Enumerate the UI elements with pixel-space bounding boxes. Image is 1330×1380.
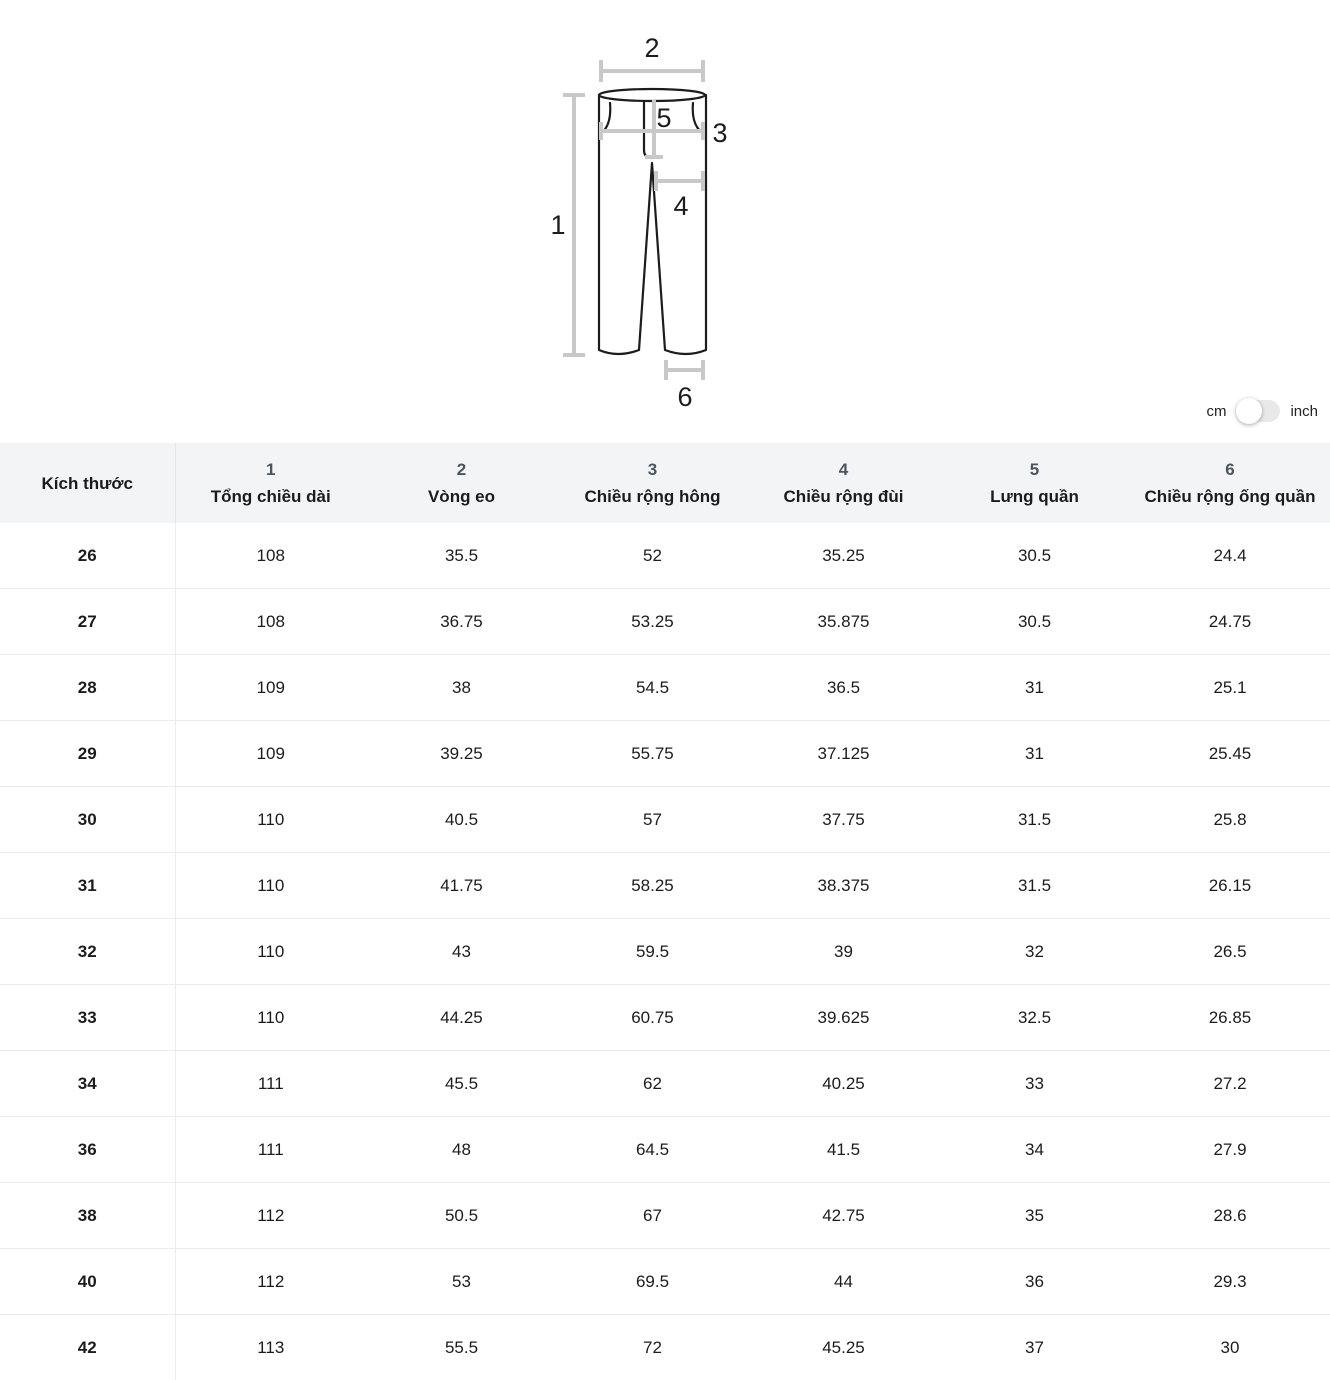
rise-cell: 30.5: [939, 523, 1130, 589]
total-length-cell: 110: [175, 787, 366, 853]
waist-cell: 43: [366, 919, 557, 985]
unit-inch-label[interactable]: inch: [1290, 403, 1318, 420]
header-waist: [366, 443, 557, 523]
leg-opening-cell: 29.3: [1130, 1249, 1330, 1315]
hip-width-cell: 54.5: [557, 655, 748, 721]
size-cell: 30: [0, 787, 175, 853]
table-row: [0, 1183, 1330, 1249]
rise-cell: 30.5: [939, 589, 1130, 655]
hip-width-cell: 72: [557, 1315, 748, 1380]
rise-cell: 31.5: [939, 787, 1130, 853]
total-length-cell: 109: [175, 721, 366, 787]
rise-cell: 31: [939, 721, 1130, 787]
hip-width-cell: 64.5: [557, 1117, 748, 1183]
header-label: Lưng quần: [990, 487, 1079, 506]
total-length-cell: 112: [175, 1249, 366, 1315]
size-cell: 32: [0, 919, 175, 985]
leg-opening-cell: 28.6: [1130, 1183, 1330, 1249]
leg-opening-cell: 26.5: [1130, 919, 1330, 985]
thigh-width-cell: 40.25: [748, 1051, 939, 1117]
table-row: [0, 523, 1330, 589]
leg-opening-cell: 27.2: [1130, 1051, 1330, 1117]
size-cell: 26: [0, 523, 175, 589]
total-length-cell: 113: [175, 1315, 366, 1380]
leg-opening-cell: 25.1: [1130, 655, 1330, 721]
total-length-cell: 110: [175, 985, 366, 1051]
header-label: Chiều rộng ống quần: [1145, 487, 1316, 506]
unit-switch-knob[interactable]: [1236, 398, 1262, 424]
thigh-width-cell: 35.25: [748, 523, 939, 589]
thigh-width-cell: 39: [748, 919, 939, 985]
unit-toggle: [1206, 400, 1318, 422]
header-index: 6: [1136, 456, 1324, 483]
leg-opening-cell: 26.15: [1130, 853, 1330, 919]
total-length-cell: 110: [175, 919, 366, 985]
thigh-width-cell: 39.625: [748, 985, 939, 1051]
thigh-width-cell: 35.875: [748, 589, 939, 655]
total-length-cell: 112: [175, 1183, 366, 1249]
table-row: [0, 1051, 1330, 1117]
header-hip-width: [557, 443, 748, 523]
header-total-length: [175, 443, 366, 523]
header-leg-opening: [1130, 443, 1330, 523]
size-cell: 28: [0, 655, 175, 721]
waist-cell: 48: [366, 1117, 557, 1183]
leg-opening-cell: 25.8: [1130, 787, 1330, 853]
waist-cell: 53: [366, 1249, 557, 1315]
hip-width-cell: 53.25: [557, 589, 748, 655]
rise-cell: 31: [939, 655, 1130, 721]
leg-opening-cell: 26.85: [1130, 985, 1330, 1051]
size-cell: 29: [0, 721, 175, 787]
rise-cell: 33: [939, 1051, 1130, 1117]
size-cell: 42: [0, 1315, 175, 1380]
waist-cell: 40.5: [366, 787, 557, 853]
dimension-label-6: 6: [677, 382, 692, 412]
rise-cell: 37: [939, 1315, 1130, 1380]
header-label: Chiều rộng hông: [585, 487, 721, 506]
dimension-label-2: 2: [644, 33, 659, 63]
dimension-label-4: 4: [673, 191, 688, 221]
table-row: [0, 787, 1330, 853]
header-index: 1: [182, 456, 361, 483]
table-row: [0, 589, 1330, 655]
rise-cell: 36: [939, 1249, 1130, 1315]
rise-cell: 31.5: [939, 853, 1130, 919]
waist-cell: 45.5: [366, 1051, 557, 1117]
header-label: Tổng chiều dài: [211, 487, 331, 506]
header-index: 3: [563, 456, 742, 483]
leg-opening-cell: 24.4: [1130, 523, 1330, 589]
hip-width-cell: 69.5: [557, 1249, 748, 1315]
table-row: [0, 721, 1330, 787]
waist-cell: 38: [366, 655, 557, 721]
size-cell: 40: [0, 1249, 175, 1315]
thigh-width-cell: 45.25: [748, 1315, 939, 1380]
table-row: [0, 1117, 1330, 1183]
waist-cell: 39.25: [366, 721, 557, 787]
size-cell: 36: [0, 1117, 175, 1183]
hip-width-cell: 55.75: [557, 721, 748, 787]
hip-width-cell: 59.5: [557, 919, 748, 985]
waist-cell: 41.75: [366, 853, 557, 919]
total-length-cell: 109: [175, 655, 366, 721]
total-length-cell: 111: [175, 1117, 366, 1183]
size-cell: 31: [0, 853, 175, 919]
leg-opening-cell: 24.75: [1130, 589, 1330, 655]
hip-width-cell: 57: [557, 787, 748, 853]
thigh-width-cell: 37.75: [748, 787, 939, 853]
header-index: 2: [372, 456, 551, 483]
waist-cell: 44.25: [366, 985, 557, 1051]
header-rise: [939, 443, 1130, 523]
total-length-cell: 108: [175, 589, 366, 655]
table-row: [0, 985, 1330, 1051]
waist-cell: 50.5: [366, 1183, 557, 1249]
header-label: Vòng eo: [428, 487, 495, 506]
table-row: [0, 1249, 1330, 1315]
unit-switch[interactable]: [1236, 400, 1280, 422]
size-cell: 27: [0, 589, 175, 655]
size-cell: 34: [0, 1051, 175, 1117]
total-length-cell: 108: [175, 523, 366, 589]
dimension-label-1: 1: [550, 210, 565, 240]
hip-width-cell: 62: [557, 1051, 748, 1117]
total-length-cell: 111: [175, 1051, 366, 1117]
header-label: Kích thước: [42, 474, 133, 493]
size-cell: 33: [0, 985, 175, 1051]
thigh-width-cell: 41.5: [748, 1117, 939, 1183]
hip-width-cell: 67: [557, 1183, 748, 1249]
rise-cell: 32.5: [939, 985, 1130, 1051]
hip-width-cell: 60.75: [557, 985, 748, 1051]
leg-opening-cell: 27.9: [1130, 1117, 1330, 1183]
leg-opening-cell: 25.45: [1130, 721, 1330, 787]
thigh-width-cell: 44: [748, 1249, 939, 1315]
size-chart-table: [0, 443, 1330, 1380]
header-label: Chiều rộng đùi: [784, 487, 904, 506]
rise-cell: 32: [939, 919, 1130, 985]
rise-cell: 35: [939, 1183, 1130, 1249]
size-cell: 38: [0, 1183, 175, 1249]
rise-cell: 34: [939, 1117, 1130, 1183]
hip-width-cell: 58.25: [557, 853, 748, 919]
thigh-width-cell: 37.125: [748, 721, 939, 787]
pants-measurement-diagram: [0, 0, 1330, 420]
dimension-label-3: 3: [712, 118, 727, 148]
header-thigh-width: [748, 443, 939, 523]
hip-width-cell: 52: [557, 523, 748, 589]
unit-cm-label[interactable]: cm: [1206, 403, 1226, 420]
size-table-body: [0, 523, 1330, 1380]
thigh-width-cell: 36.5: [748, 655, 939, 721]
waist-cell: 55.5: [366, 1315, 557, 1380]
waist-cell: 35.5: [366, 523, 557, 589]
table-row: [0, 1315, 1330, 1380]
waist-cell: 36.75: [366, 589, 557, 655]
thigh-width-cell: 38.375: [748, 853, 939, 919]
header-index: 4: [754, 456, 933, 483]
header-index: 5: [945, 456, 1124, 483]
total-length-cell: 110: [175, 853, 366, 919]
dimension-label-5: 5: [656, 103, 671, 133]
leg-opening-cell: 30: [1130, 1315, 1330, 1380]
table-header-row: [0, 443, 1330, 523]
table-row: [0, 919, 1330, 985]
header-size: [0, 443, 175, 523]
table-row: [0, 655, 1330, 721]
table-row: [0, 853, 1330, 919]
thigh-width-cell: 42.75: [748, 1183, 939, 1249]
